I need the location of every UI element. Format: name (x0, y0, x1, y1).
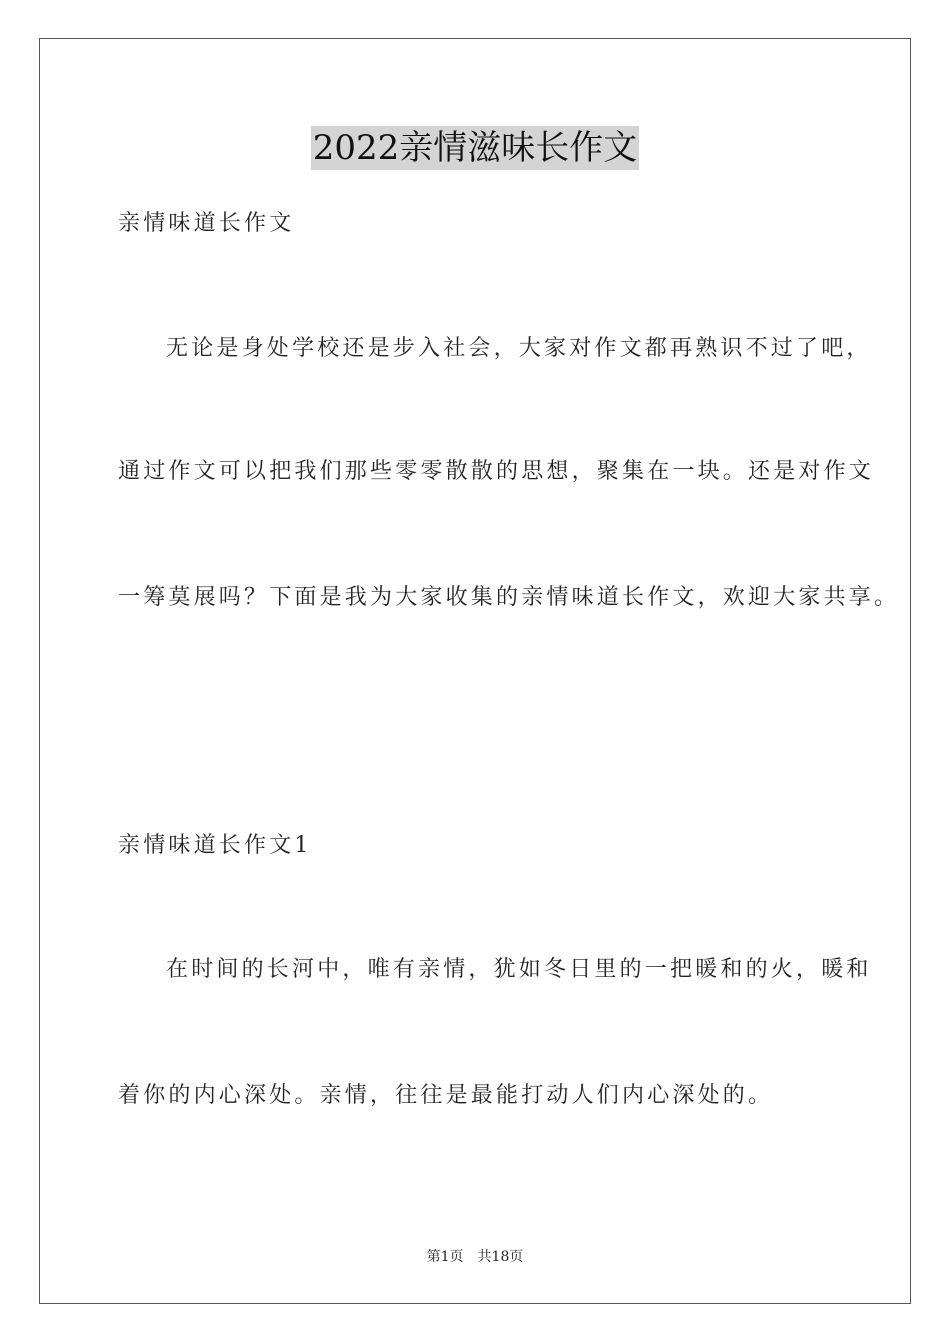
section-line-2: 着你的内心深处。亲情，往往是最能打动人们内心深处的。 (118, 1083, 774, 1108)
intro-line-1: 无论是身处学校还是步入社会，大家对作文都再熟识不过了吧， (166, 336, 872, 361)
intro-line-2: 通过作文可以把我们那些零零散散的思想，聚集在一块。还是对作文 (118, 459, 875, 484)
document-title: 2022亲情滋味长作文 (312, 128, 638, 168)
section-line-1: 在时间的长河中，唯有亲情，犹如冬日里的一把暖和的火，暖和 (166, 957, 872, 982)
page-footer: 第1页 共18页 (426, 1249, 524, 1265)
section-heading: 亲情味道长作文1 (118, 833, 312, 858)
title-container (0, 126, 950, 170)
subtitle: 亲情味道长作文 (118, 211, 295, 236)
intro-line-3: 一筹莫展吗？下面是我为大家收集的亲情味道长作文，欢迎大家共享。 (118, 585, 900, 610)
